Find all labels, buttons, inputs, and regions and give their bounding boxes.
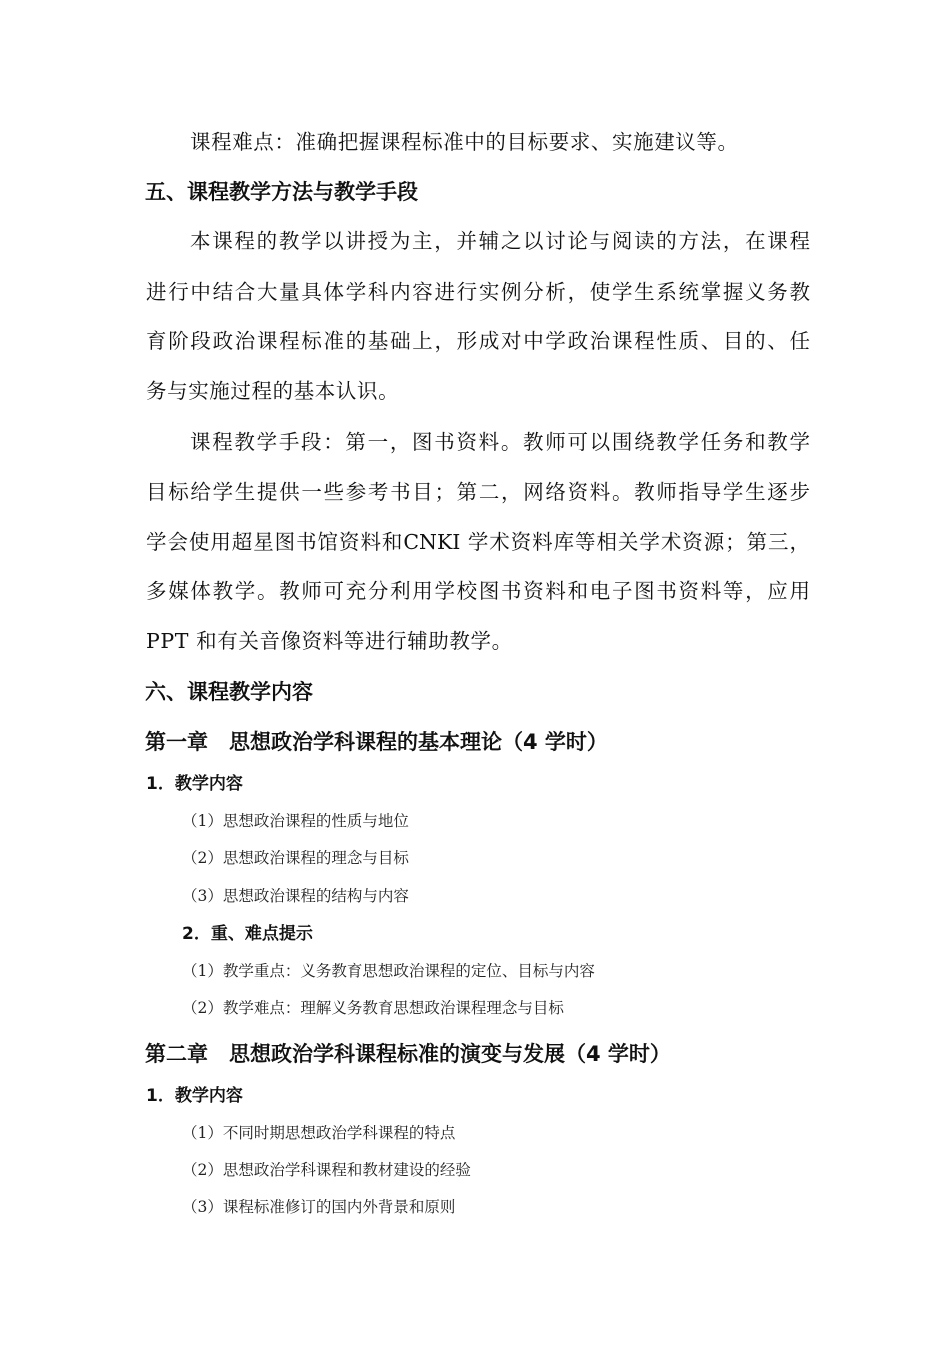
chapter-1-heading: 第一章 思想政治学科课程的基本理论（4 学时） <box>145 730 608 754</box>
chapter-1-key-item-1: （1）教学重点：义务教育思想政治课程的定位、目标与内容 <box>182 962 595 980</box>
means-paragraph-line-3: 学会使用超星图书馆资料和CNKI 学术资料库等相关学术资源；第三， <box>146 530 810 554</box>
means-paragraph-line-1: 课程教学手段：第一，图书资料。教师可以围绕教学任务和教学 <box>190 430 810 454</box>
method-paragraph-line-3: 育阶段政治课程标准的基础上，形成对中学政治课程性质、目的、任 <box>146 329 810 353</box>
section-6-heading: 六、课程教学内容 <box>145 680 313 704</box>
chapter-2-content-heading: 1．教学内容 <box>146 1086 243 1106</box>
chapter-1-content-item-1: （1）思想政治课程的性质与地位 <box>182 812 409 830</box>
chapter-2-content-item-1: （1）不同时期思想政治学科课程的特点 <box>182 1124 456 1142</box>
chapter-1-content-item-3: （3）思想政治课程的结构与内容 <box>182 887 409 905</box>
course-difficulty-line: 课程难点：准确把握课程标准中的目标要求、实施建议等。 <box>190 130 739 154</box>
chapter-1-key-item-2: （2）教学难点：理解义务教育思想政治课程理念与目标 <box>182 999 564 1017</box>
means-paragraph-line-4: 多媒体教学。教师可充分利用学校图书资料和电子图书资料等，应用 <box>146 579 810 603</box>
chapter-1-key-points-heading: 2．重、难点提示 <box>182 924 313 944</box>
chapter-1-content-item-2: （2）思想政治课程的理念与目标 <box>182 849 409 867</box>
means-paragraph-line-5: PPT 和有关音像资料等进行辅助教学。 <box>146 629 513 653</box>
method-paragraph-line-2: 进行中结合大量具体学科内容进行实例分析，使学生系统掌握义务教 <box>146 280 810 304</box>
chapter-1-content-heading: 1．教学内容 <box>146 774 243 794</box>
chapter-2-heading: 第二章 思想政治学科课程标准的演变与发展（4 学时） <box>145 1042 671 1066</box>
chapter-2-content-item-3: （3）课程标准修订的国内外背景和原则 <box>182 1198 456 1216</box>
means-paragraph-line-2: 目标给学生提供一些参考书目；第二，网络资料。教师指导学生逐步 <box>146 480 810 504</box>
method-paragraph-line-1: 本课程的教学以讲授为主，并辅之以讨论与阅读的方法，在课程 <box>190 229 810 253</box>
method-paragraph-line-4: 务与实施过程的基本认识。 <box>146 379 400 403</box>
chapter-2-content-item-2: （2）思想政治学科课程和教材建设的经验 <box>182 1161 471 1179</box>
section-5-heading: 五、课程教学方法与教学手段 <box>145 180 418 204</box>
